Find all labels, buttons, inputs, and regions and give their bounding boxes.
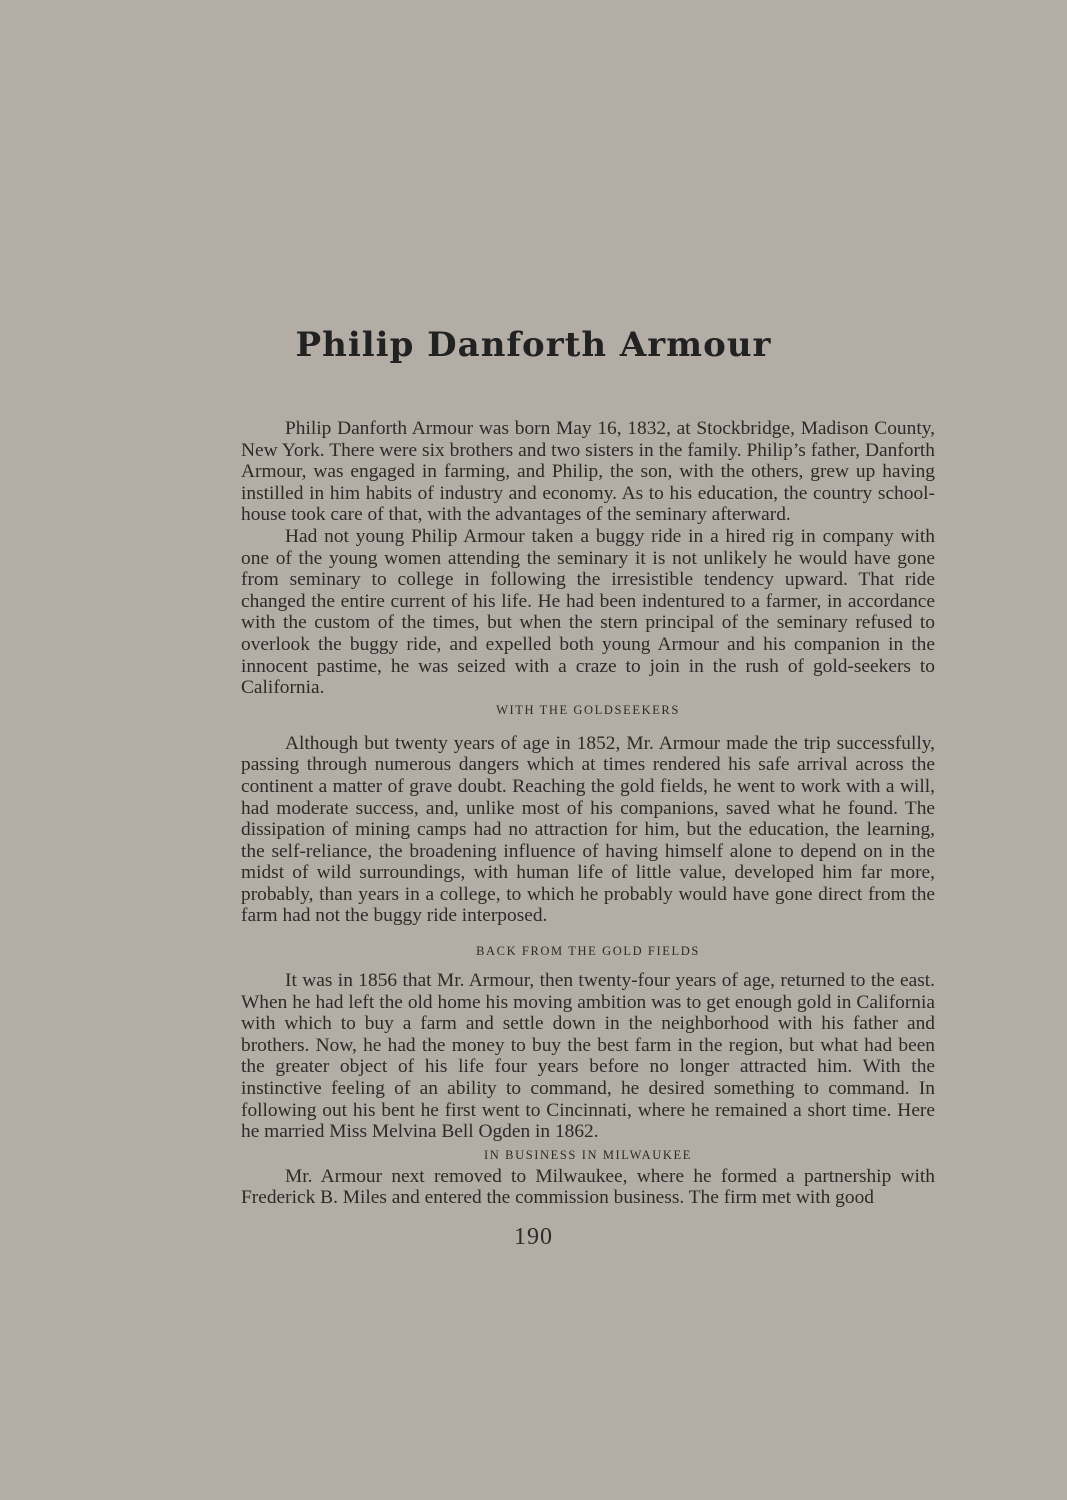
section-heading-back-from-gold-fields: BACK FROM THE GOLD FIELDS	[476, 944, 700, 959]
paragraph-buggy-ride: Had not young Philip Armour taken a buggy ride in a hired rig in company with one of the young women attending the seminary it is not unlikely he would have gone from seminary to college in following the irresistible tendency upward. That ride changed the entire current of his life. He had been indentured to a farmer, in accordance with the custom of the times, but when the stern principal of the seminary refused to overlook the buggy ride, and expelled both young Armour and his companion in the innocent pastime, he was seized with a craze to join in the rush of gold-seekers to California.	[241, 525, 935, 699]
paragraph-goldseekers: Although but twenty years of age in 1852, Mr. Armour made the trip successfully, passing through numerous dangers which at times rendered his safe arrival across the continent a matter of grave doubt. Reaching the gold fields, he went to work with a will, had moderate success, and, unlike most of his companions, saved what he found. The dissipation of mining camps had no attraction for him, but the education, the learning, the self-reliance, the broadening influence of having himself alone to depend on in the midst of wild surroundings, with human life of little value, developed him far more, probably, than years in a college, to which he probably would have gone direct from the farm had not the buggy ride interposed.	[241, 732, 935, 927]
paragraph-intro: Philip Danforth Armour was born May 16, 1832, at Stockbridge, Madison County, New York. There were six brothers and two sisters in the family. Philip’s father, Danforth Armour, was engaged in farming, and Philip, the son, with the others, grew up having instilled in him habits of industry and economy. As to his education, the country school-house took care of that, with the advantages of the seminary afterward.	[241, 418, 935, 526]
section-heading-milwaukee: IN BUSINESS IN MILWAUKEE	[484, 1147, 692, 1162]
page-number: 190	[514, 1224, 553, 1250]
paragraph-milwaukee: Mr. Armour next removed to Milwaukee, where he formed a partnership with Frederick B. Miles and entered the commission business. The firm met with good	[241, 1165, 935, 1209]
paragraph-back-from-gold-fields: It was in 1856 that Mr. Armour, then twenty-four years of age, returned to the east. When he had left the old home his moving ambition was to get enough gold in California with which to buy a farm and settle down in the neighborhood with his father and brothers. Now, he had the money to buy the best farm in the region, but what had been the greater object of his life four years before no longer attracted him. With the instinctive feeling of an ability to command, he desired something to command. In following out his bent he first went to Cincinnati, where he remained a short time. Here he married Miss Melvina Bell Ogden in 1862.	[241, 970, 935, 1143]
section-heading-goldseekers: WITH THE GOLDSEEKERS	[496, 702, 680, 717]
page-title: Philip Danforth Armour	[295, 325, 772, 365]
article-body	[241, 418, 935, 1209]
